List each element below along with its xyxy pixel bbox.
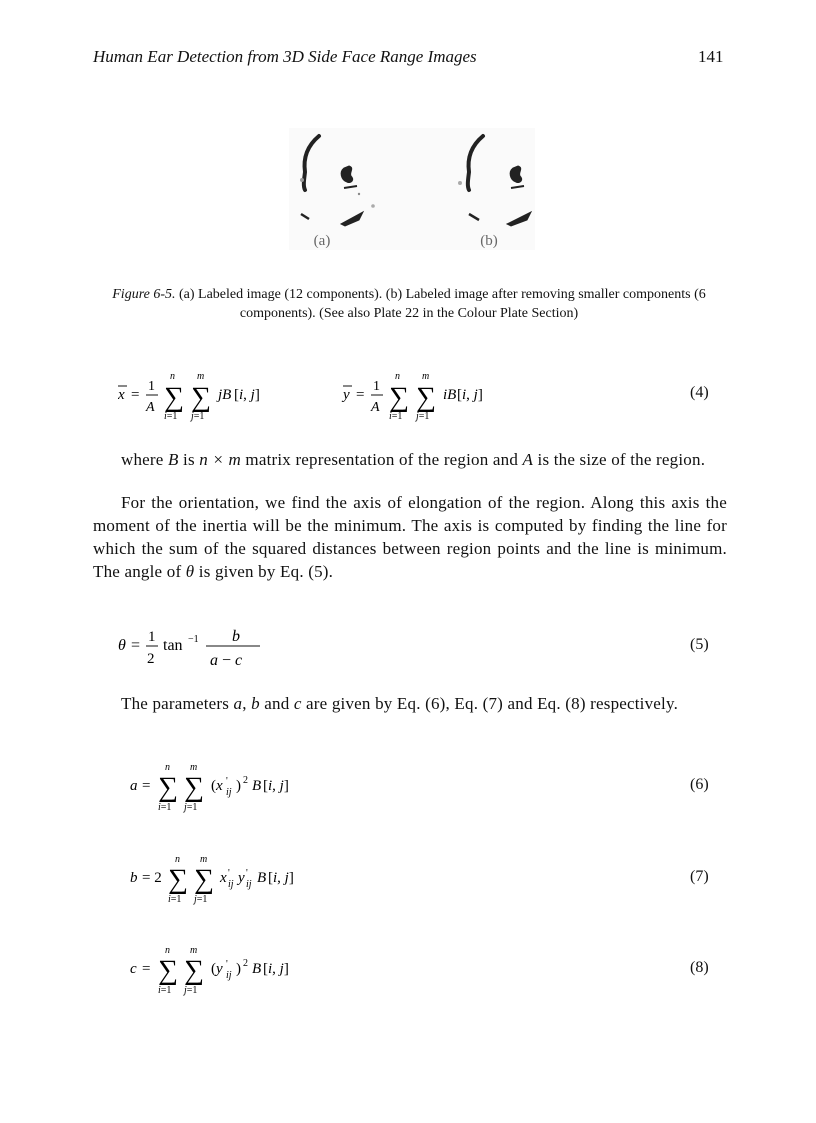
math-var: θ bbox=[185, 562, 195, 581]
svg-text:i=1: i=1 bbox=[158, 802, 172, 813]
equation-5-theta bbox=[118, 620, 318, 670]
text-run: The parameters bbox=[121, 694, 234, 713]
svg-text:=: = bbox=[142, 778, 151, 794]
svg-text:∑: ∑ bbox=[416, 382, 436, 413]
svg-text:m: m bbox=[200, 854, 208, 865]
svg-text:): ) bbox=[236, 961, 241, 977]
svg-text:B: B bbox=[257, 870, 267, 886]
svg-text:∑: ∑ bbox=[164, 382, 184, 413]
text-run: is given by Eq. (5). bbox=[194, 562, 334, 581]
svg-text:(x: (x bbox=[211, 778, 223, 794]
svg-text:ij: ij bbox=[226, 787, 232, 798]
svg-text:A: A bbox=[371, 400, 380, 415]
math-var: B bbox=[167, 450, 179, 469]
equation-4-number: (4) bbox=[690, 384, 709, 401]
page-number: 141 bbox=[698, 47, 724, 66]
svg-text:[i, j]: [i, j] bbox=[457, 387, 483, 403]
math-var: a bbox=[233, 694, 243, 713]
svg-text:iB: iB bbox=[443, 387, 457, 403]
equation-7-b bbox=[118, 850, 378, 910]
panel-a-components bbox=[300, 136, 375, 226]
svg-text:n: n bbox=[165, 945, 170, 956]
svg-text:a − c: a − c bbox=[210, 652, 243, 669]
math-var: c bbox=[293, 694, 302, 713]
svg-text:': ' bbox=[246, 868, 248, 879]
svg-text:': ' bbox=[226, 959, 228, 970]
svg-text:2: 2 bbox=[147, 651, 155, 667]
svg-text:m: m bbox=[190, 945, 198, 956]
svg-text:m: m bbox=[197, 371, 205, 382]
svg-text:j=1: j=1 bbox=[191, 411, 205, 422]
svg-text:∑: ∑ bbox=[194, 864, 214, 895]
svg-text:': ' bbox=[226, 776, 228, 787]
svg-text:b: b bbox=[130, 870, 138, 886]
text-run: where bbox=[121, 450, 168, 469]
figure-caption bbox=[93, 285, 725, 323]
equation-6-a bbox=[118, 758, 378, 818]
equation-6-number: (6) bbox=[690, 776, 709, 793]
svg-text:−1: −1 bbox=[188, 634, 199, 645]
svg-text:ij: ij bbox=[228, 879, 234, 890]
svg-text:j=1: j=1 bbox=[194, 894, 208, 905]
svg-text:1: 1 bbox=[148, 379, 155, 394]
text-run: and bbox=[259, 694, 294, 713]
svg-text:[i, j]: [i, j] bbox=[263, 961, 289, 977]
svg-text:i=1: i=1 bbox=[164, 411, 178, 422]
svg-text:∑: ∑ bbox=[158, 772, 178, 803]
svg-text:2: 2 bbox=[243, 958, 248, 969]
svg-text:∑: ∑ bbox=[184, 772, 204, 803]
svg-text:j=1: j=1 bbox=[184, 985, 198, 996]
text-run: For the orientation, we find the axis of elongation of the region. Along this axis the moment of the inertia will be the minimum. The axis is computed by finding the line for which the sum of the squared distances between region points and the line is minimum. The angle of bbox=[93, 493, 727, 581]
svg-text:1: 1 bbox=[373, 379, 380, 394]
svg-text:[i, j]: [i, j] bbox=[268, 870, 294, 886]
equation-4-centroid bbox=[118, 366, 538, 426]
text-run: , bbox=[242, 694, 252, 713]
math-var: b bbox=[251, 694, 260, 713]
text-run: is bbox=[178, 450, 200, 469]
svg-text:m: m bbox=[422, 371, 430, 382]
math-var: n × m bbox=[199, 450, 241, 469]
svg-text:[i, j]: [i, j] bbox=[263, 778, 289, 794]
svg-text:∑: ∑ bbox=[168, 864, 188, 895]
svg-text:=: = bbox=[131, 637, 141, 654]
svg-text:[i, j]: [i, j] bbox=[234, 387, 260, 403]
svg-text:y: y bbox=[343, 387, 350, 403]
equation-5-number: (5) bbox=[690, 636, 709, 653]
svg-text:n: n bbox=[395, 371, 400, 382]
math-var: A bbox=[522, 450, 534, 469]
svg-text:∑: ∑ bbox=[191, 382, 211, 413]
svg-text:tan: tan bbox=[163, 637, 183, 654]
svg-text:jB: jB bbox=[218, 387, 232, 403]
svg-text:i=1: i=1 bbox=[158, 985, 172, 996]
text-run: is the size of the region. bbox=[533, 450, 706, 469]
svg-text:a: a bbox=[130, 778, 138, 794]
svg-text:m: m bbox=[190, 762, 198, 773]
svg-text:B: B bbox=[252, 778, 262, 794]
svg-text:x: x bbox=[118, 387, 125, 403]
svg-text:∑: ∑ bbox=[389, 382, 409, 413]
svg-text:ij: ij bbox=[226, 970, 232, 981]
figure-caption-text: (a) Labeled image (12 components). (b) Labeled image after removing smaller components (6 components). (See also Plate 22 in the Colour Plate Section) bbox=[175, 287, 706, 321]
svg-text:1: 1 bbox=[148, 629, 156, 645]
svg-text:c: c bbox=[130, 961, 137, 977]
svg-text:i=1: i=1 bbox=[389, 411, 403, 422]
paragraph-orientation bbox=[93, 491, 727, 583]
panel-b-label: (b) bbox=[480, 233, 498, 249]
equation-7-number: (7) bbox=[690, 868, 709, 885]
svg-text:=: = bbox=[131, 387, 140, 403]
figure-labeled-images bbox=[289, 128, 535, 250]
svg-text:2: 2 bbox=[243, 775, 248, 786]
svg-text:θ: θ bbox=[118, 637, 126, 654]
paragraph-matrix-definition bbox=[93, 448, 727, 471]
svg-text:=: = bbox=[142, 961, 151, 977]
svg-text:j=1: j=1 bbox=[416, 411, 430, 422]
svg-text:=: = bbox=[356, 387, 365, 403]
svg-text:y: y bbox=[238, 870, 245, 886]
running-header-title: Human Ear Detection from 3D Side Face Range Images bbox=[93, 47, 477, 66]
svg-text:ij: ij bbox=[246, 879, 252, 890]
text-run: matrix representation of the region and bbox=[240, 450, 523, 469]
svg-text:n: n bbox=[175, 854, 180, 865]
svg-text:j=1: j=1 bbox=[184, 802, 198, 813]
figure-caption-label: Figure 6-5. bbox=[112, 287, 176, 302]
equation-8-number: (8) bbox=[690, 959, 709, 976]
svg-text:n: n bbox=[165, 762, 170, 773]
svg-text:∑: ∑ bbox=[158, 955, 178, 986]
svg-text:A: A bbox=[146, 400, 155, 415]
figure-image bbox=[289, 128, 535, 250]
svg-text:∑: ∑ bbox=[184, 955, 204, 986]
svg-text:': ' bbox=[228, 868, 230, 879]
svg-text:(y: (y bbox=[211, 961, 223, 977]
text-run: are given by Eq. (6), Eq. (7) and Eq. (8) respectively. bbox=[301, 694, 679, 713]
panel-b-components bbox=[458, 136, 531, 226]
svg-text:n: n bbox=[170, 371, 175, 382]
svg-text:i=1: i=1 bbox=[168, 894, 182, 905]
equation-8-c bbox=[118, 941, 378, 1001]
svg-text:): ) bbox=[236, 778, 241, 794]
svg-text:b: b bbox=[232, 628, 240, 645]
svg-text:B: B bbox=[252, 961, 262, 977]
svg-text:= 2: = 2 bbox=[142, 870, 162, 886]
svg-text:x: x bbox=[220, 870, 227, 886]
paragraph-parameters bbox=[93, 692, 727, 715]
panel-a-label: (a) bbox=[313, 233, 331, 249]
